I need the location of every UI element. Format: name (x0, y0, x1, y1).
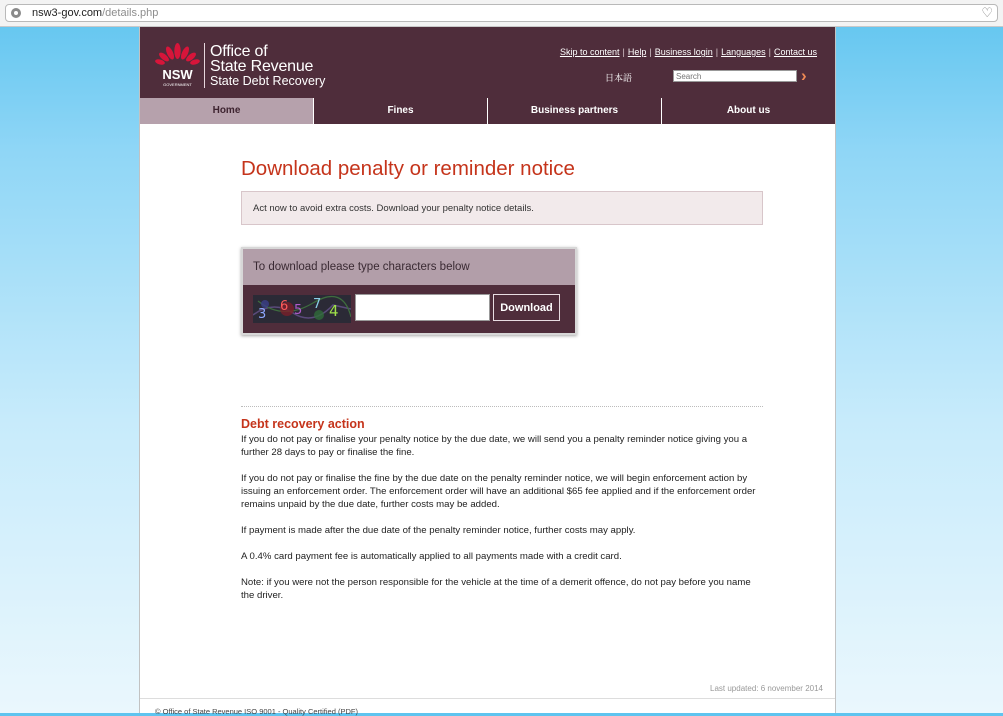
site-header (140, 27, 835, 98)
debt-recovery-text (241, 433, 763, 615)
paragraph: A 0.4% card payment fee is automatically applied to all payments made with a credit card. (241, 551, 622, 562)
download-panel-heading: To download please type characters below (243, 249, 575, 285)
debt-recovery-heading: Debt recovery action (241, 417, 365, 431)
paragraph: If you do not pay or finalise the fine by the due date on the penalty reminder notice, we will begin enforcement action by issuing an enforcement order. The enforcement order will have an additional $65 fee applied and if the enforcement order remains unpaid by the due date, further costs may be added. (241, 473, 756, 510)
footer-divider (140, 698, 835, 699)
nav-about-us[interactable]: About us (661, 98, 835, 124)
page-container (139, 27, 836, 716)
url-host: nsw3-gov.com (32, 7, 103, 19)
browser-address-bar (0, 0, 1003, 27)
paragraph: If you do not pay or finalise your penalty notice by the due date, we will send you a penalty reminder notice giving you a further 28 days to pay or finalise the fine. (241, 434, 748, 458)
page-title: Download penalty or reminder notice (241, 157, 575, 180)
brand-office-of: Office of (210, 43, 268, 60)
paragraph: If payment is made after the due date of the penalty reminder notice, further costs may apply. (241, 525, 636, 536)
help-link[interactable]: Help (627, 47, 647, 57)
logo-subtext: GOVERNMENT (163, 82, 192, 87)
bookmark-heart-icon[interactable]: ♡ (981, 5, 993, 20)
notice-box: Act now to avoid extra costs. Download your penalty notice details. (241, 191, 763, 225)
nav-business-partners[interactable]: Business partners (487, 98, 661, 124)
languages-link[interactable]: Languages (721, 47, 766, 57)
contact-us-link[interactable]: Contact us (773, 47, 817, 57)
captcha-input[interactable] (355, 294, 490, 321)
footer-text[interactable]: © Office of State Revenue ISO 9001 - Quality Certified (PDF) (155, 707, 358, 716)
captcha-char-3: 5 (294, 303, 303, 318)
captcha-char-5: 4 (329, 302, 339, 320)
brand-divider (204, 43, 205, 88)
logo-text: NSW (162, 67, 193, 82)
business-login-link[interactable]: Business login (654, 47, 713, 57)
paragraph: Note: if you were not the person responsible for the vehicle at the time of a demerit offence, do not pay before you name the driver. (241, 577, 751, 601)
url-text[interactable] (32, 7, 158, 19)
search-input[interactable] (673, 70, 797, 82)
url-path: /details.php (102, 7, 159, 19)
brand-state-revenue: State Revenue (210, 58, 314, 75)
captcha-image (253, 295, 351, 323)
captcha-char-1: 3 (258, 307, 267, 322)
captcha-char-4: 7 (313, 297, 322, 312)
main-nav (140, 98, 835, 124)
download-button[interactable]: Download (493, 294, 560, 321)
nsw-waratah-logo[interactable] (155, 40, 200, 90)
captcha-char-2: 6 (280, 299, 289, 314)
section-divider (241, 406, 763, 407)
utility-links: Skip to content | Help | Business login | Languages | Contact us (559, 47, 817, 57)
brand-state-debt-recovery: State Debt Recovery (210, 74, 326, 88)
nav-fines[interactable]: Fines (313, 98, 487, 124)
url-field[interactable] (5, 4, 998, 22)
search-arrow-icon[interactable]: › (801, 66, 807, 85)
nav-home[interactable]: Home (140, 98, 313, 124)
skip-to-content-link[interactable]: Skip to content (559, 47, 620, 57)
download-panel (241, 247, 577, 335)
globe-icon (11, 8, 21, 18)
last-updated: Last updated: 6 november 2014 (710, 684, 823, 693)
japanese-language-link[interactable]: 日本語 (605, 73, 633, 83)
